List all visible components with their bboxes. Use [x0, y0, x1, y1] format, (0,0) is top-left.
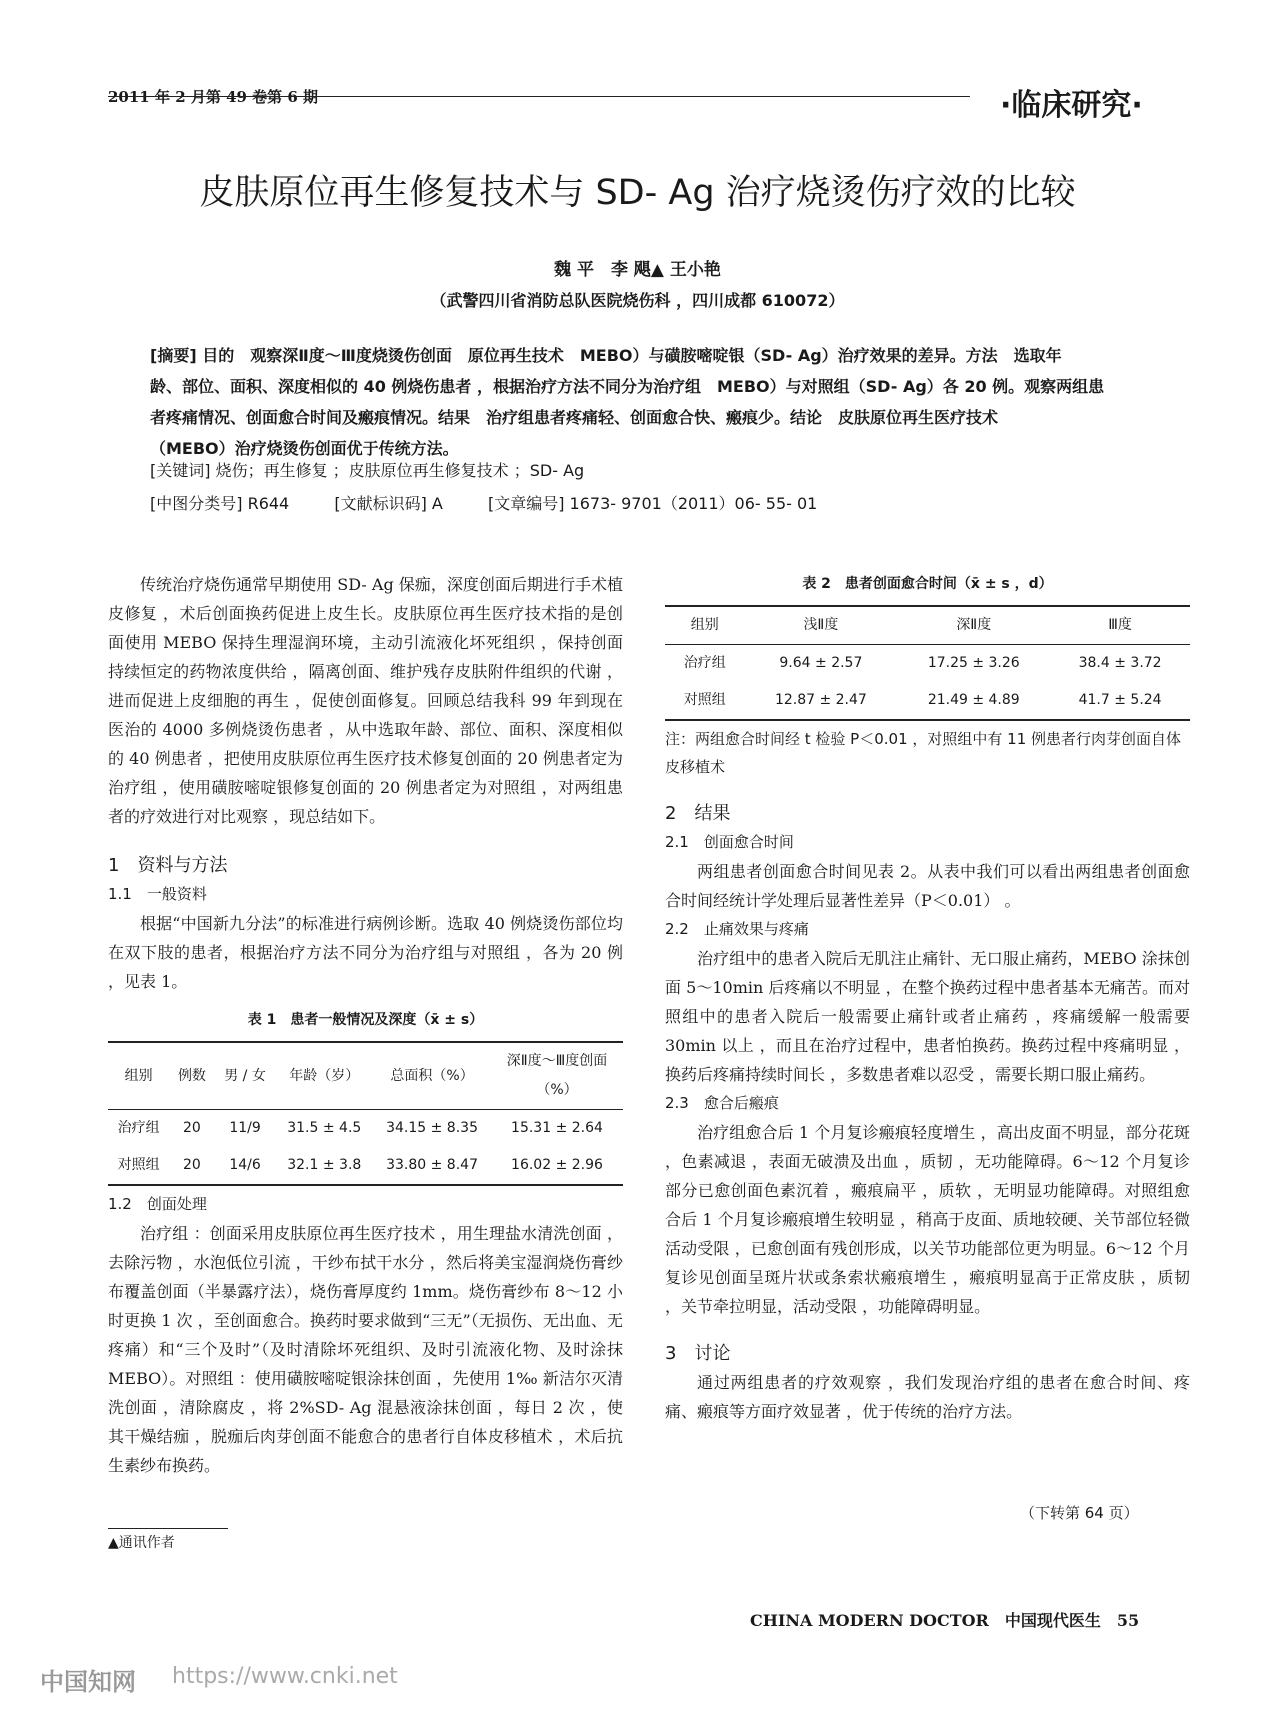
table-2-note: 注：两组愈合时间经 t 检验 P＜0.01 ，对照组中有 11 例患者行肉芽创面自体皮移植术: [665, 730, 1182, 776]
abstract-line: [摘要] 目的 观察深Ⅱ度～Ⅲ度烧烫伤创面 原位再生技术 MEBO）与磺胺嘧啶银（SD- Ag）治疗效果的差异。方法 选取年: [150, 346, 1062, 365]
section-3-heading: 3 讨论: [665, 1343, 731, 1364]
section-2-heading: 2 结果: [665, 803, 731, 824]
section-2-3-text: 治疗组愈合后 1 个月复诊瘢痕轻度增生 ，高出皮面不明显，部分花斑 ，色素减退 ，表面无破溃及出血 ，质韧 ，无功能障碍。6～12 个月复诊部分已愈创面色素沉着 ，瘢痕扁平 ，质软 ，无明显功能障碍。对照组愈合后 1 个月复诊瘢痕增生较明显 ，稍高于皮面、质地较硬、关节部位轻微活动受限 ，已愈创面有残创形成，以关节功能部位更为明显。6～12 个月复诊见创面呈斑片状或条索状瘢痕增生 ，瘢痕明显高于正常皮肤 ，质韧 ，关节牵拉明显，活动受限 ，功能障碍明显。: [665, 1123, 1190, 1316]
table-cell: 9.64 ± 2.57: [779, 655, 863, 671]
left-column: [108, 570, 623, 1480]
section-1-heading: 1 资料与方法: [108, 855, 228, 876]
article-title: 皮肤原位再生修复技术与 SD- Ag 治疗烧烫伤疗效的比较: [199, 173, 1076, 213]
table-cell: 11/9: [229, 1120, 261, 1136]
table-cell: 对照组: [117, 1157, 160, 1173]
abstract-line: （MEBO）治疗烧烫伤创面优于传统方法。: [150, 439, 459, 458]
table-cell: 31.5 ± 4.5: [287, 1120, 362, 1136]
footnote: ▲通讯作者: [108, 1535, 175, 1551]
section-1-1-text: 根据“中国新九分法”的标准进行病例诊断。选取 40 例烧烫伤部位均在双下肢的患者，根据治疗方法不同分为治疗组与对照组 ，各为 20 例 ，见表 1。: [108, 914, 623, 991]
column-label: ·临床研究·: [1000, 88, 1143, 123]
affiliation: （武警四川省消防总队医院烧伤科 ，四川成都 610072）: [430, 291, 845, 310]
section-2-3-heading: 2.3 愈合后瘢痕: [665, 1094, 779, 1112]
keywords: [关键词] 烧伤；再生修复 ；皮肤原位再生修复技术 ；SD- Ag: [150, 461, 585, 480]
table-cell: 38.4 ± 3.72: [1078, 655, 1162, 671]
table-header-cell: Ⅲ度: [1108, 617, 1132, 633]
table-2: [665, 605, 1190, 721]
table-cell: 20: [183, 1120, 201, 1136]
table-cell: 15.31 ± 2.64: [511, 1120, 603, 1136]
continued-note: （下转第 64 页）: [1020, 1504, 1139, 1522]
table-cell: 治疗组: [683, 655, 726, 671]
table-cell: 32.1 ± 3.8: [287, 1157, 362, 1173]
table-1: [108, 1041, 623, 1186]
footnote-rule: [108, 1528, 228, 1529]
section-2-1-text: 两组患者创面愈合时间见表 2。从表中我们可以看出两组患者创面愈合时间经统计学处理后显著性差异（P＜0.01） 。: [665, 862, 1190, 910]
section-1-2-text: 治疗组 ：创面采用皮肤原位再生医疗技术 ，用生理盐水清洗创面 ，去除污物 ，水泡低位引流 ，干纱布拭干水分 ，然后将美宝湿润烧伤膏纱布覆盖创面（半暴露疗法），烧伤膏厚度约 1mm。烧伤膏纱布 8～12 小时更换 1 次 ，至创面愈合。换药时要求做到“三无”（无损伤、无出血、无疼痛）和“三个及时”（及时清除坏死组织、及时引流液化物、及时涂抹 MEBO）。对照组 ：使用磺胺嘧啶银涂抹创面 ，先使用 1‰ 新洁尔灭清洗创面 ，清除腐皮 ，将 2%SD- Ag 混悬液涂抹创面 ，每日 2 次 ，使其干燥结痂 ，脱痂后肉芽创面不能愈合的患者行自体皮移植术 ，术后抗生素纱布换药。: [108, 1224, 623, 1475]
table-cell: 17.25 ± 3.26: [927, 655, 1020, 671]
table-row: [665, 682, 1190, 720]
abstract: [150, 340, 1140, 464]
table-row: [665, 645, 1190, 683]
table-row: [108, 1147, 623, 1185]
table-cell: 16.02 ± 2.96: [511, 1157, 603, 1173]
table-header-cell: 年龄（岁）: [289, 1067, 360, 1084]
clc-number: [中图分类号] R644: [150, 494, 290, 513]
section-1-2-heading: 1.2 创面处理: [108, 1195, 207, 1213]
table-1-caption: 表 1 患者一般情况及深度（x̄ ± s）: [247, 1012, 484, 1028]
section-1-1-heading: 1.1 一般资料: [108, 885, 207, 903]
table-cell: 治疗组: [117, 1120, 160, 1136]
table-cell: 33.80 ± 8.47: [386, 1157, 478, 1173]
table-cell: 41.7 ± 5.24: [1078, 692, 1162, 708]
abstract-line: 者疼痛情况、创面愈合时间及瘢痕情况。结果 治疗组患者疼痛轻、创面愈合快、瘢痕少。结论 皮肤原位再生医疗技术: [150, 408, 999, 427]
table-header-cell: 浅Ⅱ度: [803, 617, 839, 633]
table-cell: 21.49 ± 4.89: [927, 692, 1020, 708]
section-2-2-heading: 2.2 止痛效果与疼痛: [665, 920, 809, 938]
table-cell: 12.87 ± 2.47: [774, 692, 867, 708]
table-header-cell: 深Ⅱ度: [956, 617, 992, 633]
table-2-caption: 表 2 患者创面愈合时间（x̄ ± s ，d）: [802, 576, 1053, 592]
table-header-cell: 深Ⅱ度～Ⅲ度创面（%）: [506, 1053, 608, 1098]
table-cell: 20: [183, 1157, 201, 1173]
authors: 魏 平 李 飓▲ 王小艳: [554, 260, 721, 280]
header-rule: [108, 96, 970, 97]
issue-info: 2011 年 2 月第 49 卷第 6 期: [108, 88, 319, 106]
cnki-logo: 中国知网: [40, 1668, 136, 1696]
table-header-row: [108, 1042, 623, 1110]
page-footer: CHINA MODERN DOCTOR 中国现代医生 55: [750, 1611, 1140, 1630]
document-code: [文献标识码] A: [334, 494, 443, 513]
table-header-cell: 总面积（%）: [390, 1067, 474, 1084]
table-cell: 14/6: [229, 1157, 261, 1173]
cnki-url-link[interactable]: https://www.cnki.net: [172, 1664, 398, 1689]
article-number: [文章编号] 1673- 9701（2011）06- 55- 01: [487, 494, 818, 513]
section-2-1-heading: 2.1 创面愈合时间: [665, 833, 794, 851]
right-column: [665, 570, 1190, 1426]
classification: [150, 491, 1140, 514]
table-cell: 对照组: [683, 692, 726, 708]
table-header-cell: 组别: [124, 1067, 153, 1084]
abstract-line: 龄、部位、面积、深度相似的 40 例烧伤患者 ，根据治疗方法不同分为治疗组 MEBO）与对照组（SD- Ag）各 20 例。观察两组患: [150, 377, 1105, 396]
table-header-cell: 组别: [690, 617, 719, 633]
table-cell: 34.15 ± 8.35: [386, 1120, 478, 1136]
table-header-cell: 例数: [177, 1067, 206, 1084]
table-row: [108, 1110, 623, 1148]
table-header-row: [665, 606, 1190, 645]
intro-paragraph: 传统治疗烧伤通常早期使用 SD- Ag 保痂，深度创面后期进行手术植皮修复 ，术后创面换药促进上皮生长。皮肤原位再生医疗技术指的是创面使用 MEBO 保持生理湿润环境，主动引流液化坏死组织 ，保持创面持续恒定的药物浓度供给 ，隔离创面、维护残存皮肤附件组织的代谢 ，进而促进上皮细胞的再生 ，促使创面修复。回顾总结我科 99 年到现在医治的 4000 多例烧烫伤患者 ，从中选取年龄、部位、面积、深度相似的 40 例患者 ，把使用皮肤原位再生医疗技术修复创面的 20 例患者定为治疗组 ，使用磺胺嘧啶银修复创面的 20 例患者定为对照组 ，对两组患者的疗效进行对比观察 ，现总结如下。: [108, 575, 623, 826]
section-2-2-text: 治疗组中的患者入院后无肌注止痛针、无口服止痛药，MEBO 涂抹创面 5～10min 后疼痛以不明显 ，在整个换药过程中患者基本无痛苦。而对照组中的患者入院后一般需要止痛针或者止痛药 ，疼痛缓解一般需要 30min 以上 ，而且在治疗过程中，患者怕换药。换药过程中疼痛明显 ，换药后疼痛持续时间长 ，多数患者难以忍受 ，需要长期口服止痛药。: [665, 949, 1190, 1084]
table-header-cell: 男 / 女: [224, 1067, 266, 1084]
section-3-text: 通过两组患者的疗效观察 ，我们发现治疗组的患者在愈合时间、疼痛、瘢痕等方面疗效显著 ，优于传统的治疗方法。: [665, 1373, 1190, 1421]
